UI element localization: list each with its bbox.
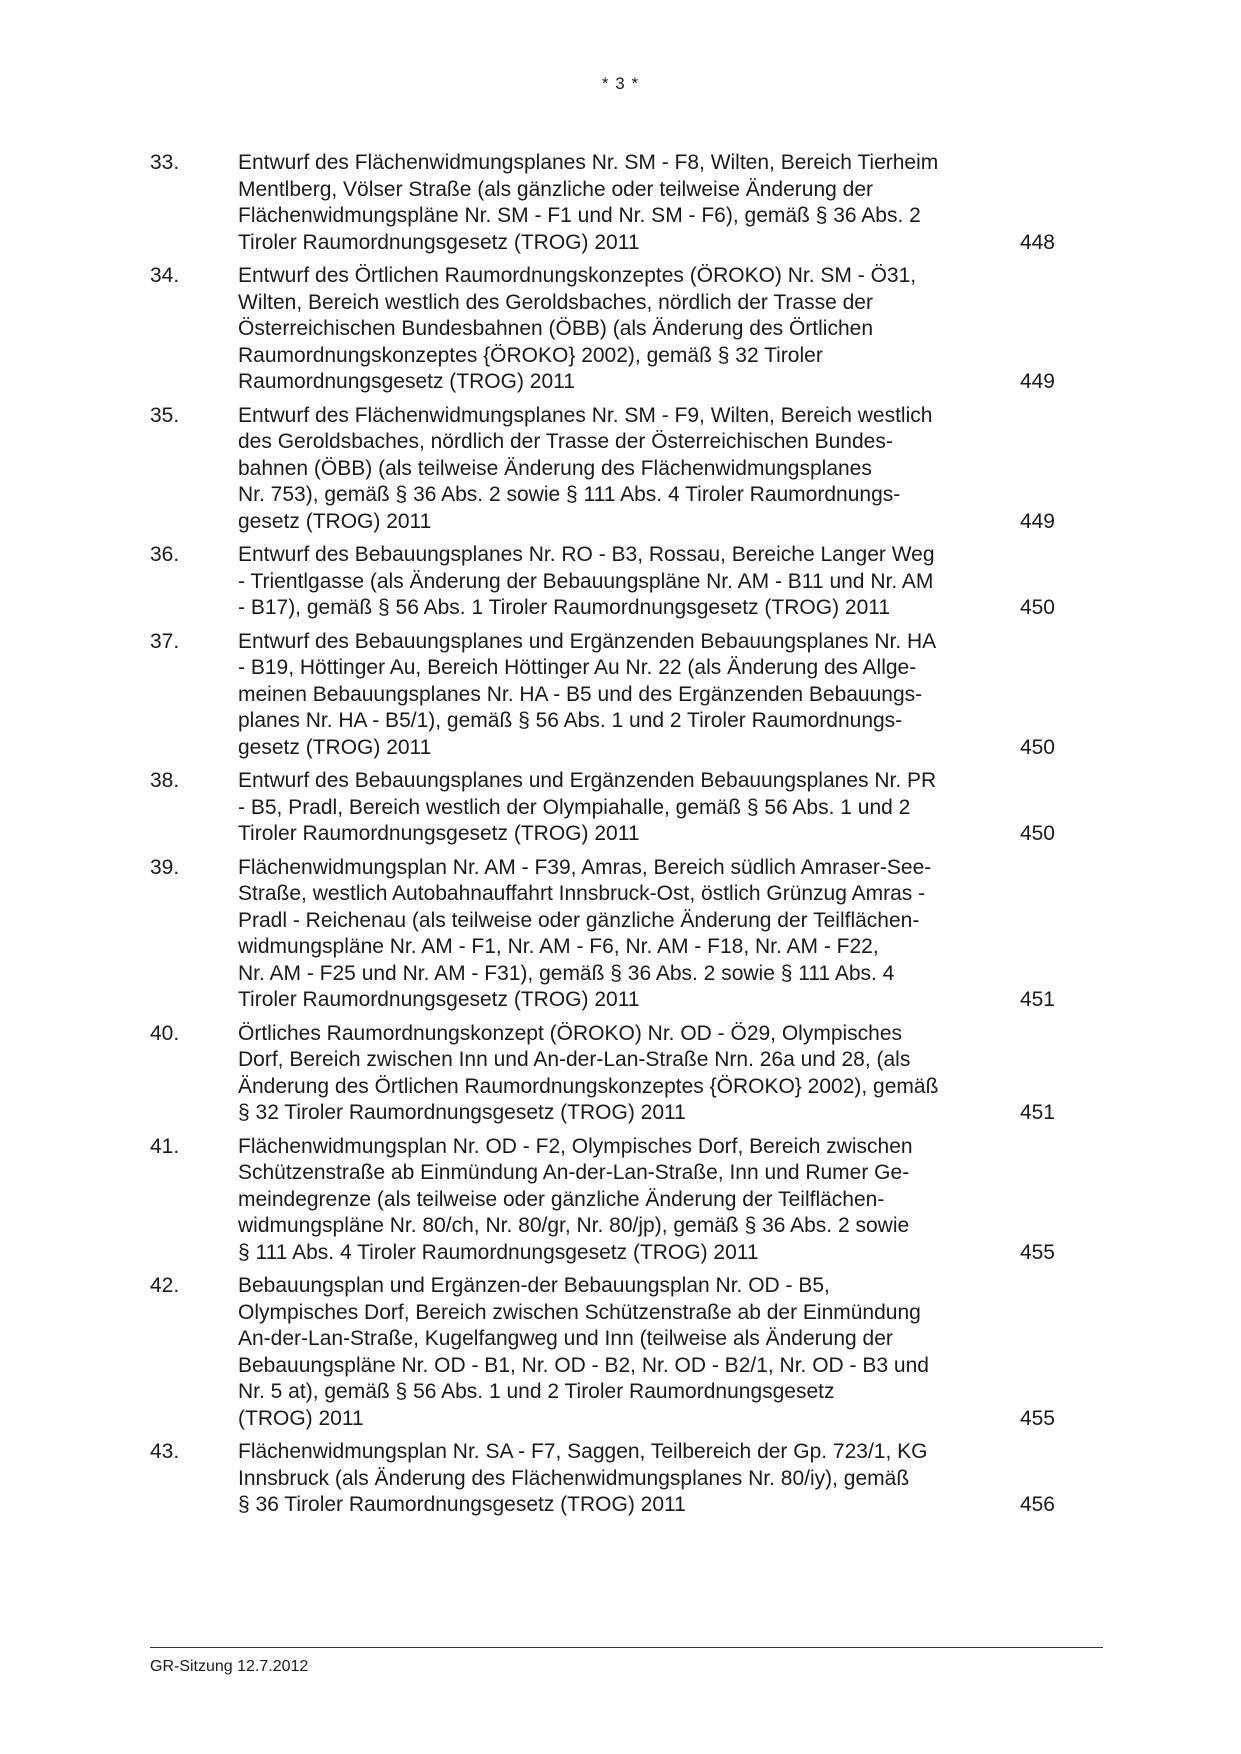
- entry-text: Entwurf des Bebauungsplanes und Ergänzenden Bebauungsplanes Nr. HA - B19, Höttinger Au, Bereich Höttinger Au Nr. 22 (als Änderung des Allge- meinen Bebauungsplanes Nr. HA - B5 und des Ergänzenden Bebauungs- planes Nr. HA - B5/1), gemäß § 56 Abs. 1 und 2 Tiroler Raumordnungs- gesetz (TROG) 2011: [238, 629, 937, 759]
- entry-text: Flächenwidmungsplan Nr. AM - F39, Amras, Bereich südlich Amraser-See- Straße, westlich Autobahnauffahrt Innsbruck-Ost, östlich Grünzug Amras - Pradl - Reichenau (als teilweise oder gänzliche Änderung der Teilflächen- widmungspläne Nr. AM - F1, Nr. AM - F6, Nr. AM - F18, Nr. AM - F22, Nr. AM - F25 und Nr. AM - F31), gemäß § 36 Abs. 2 sowie § 111 Abs. 4 Tiroler Raumordnungsgesetz (TROG) 2011: [238, 855, 932, 1011]
- entry-number: 42.: [150, 1274, 180, 1297]
- entry-page: 451: [1019, 1101, 1055, 1124]
- toc-entry-35: [150, 403, 1100, 536]
- entry-page: 448: [1019, 230, 1055, 254]
- entry-page: 451: [1019, 988, 1055, 1011]
- entry-text: Örtliches Raumordnungskonzept (ÖROKO) Nr. OD - Ö29, Olympisches Dorf, Bereich zwischen Inn und An-der-Lan-Straße Nrn. 26a und 28, (als Änderung des Örtlichen Raumordnungskonzeptes {ÖROKO} 2002), gemäß § 32 Tiroler Raumordnungsgesetz (TROG) 2011: [238, 1021, 939, 1124]
- entry-text: Entwurf des Flächenwidmungsplanes Nr. SM - F9, Wilten, Bereich westlich des Geroldsbaches, nördlich der Trasse der Österreichischen Bundes- bahnen (ÖBB) (als teilweise Änderung des Flächenwidmungsplanes Nr. 753), gemäß § 36 Abs. 2 sowie § 111 Abs. 4 Tiroler Raumordnungs- gesetz (TROG) 2011: [238, 403, 933, 533]
- entry-number: 38.: [150, 769, 180, 792]
- entry-page: 449: [1019, 370, 1055, 393]
- entry-text: Flächenwidmungsplan Nr. OD - F2, Olympisches Dorf, Bereich zwischen Schützenstraße ab Einmündung An-der-Lan-Straße, Inn und Rumer Ge- meindegrenze (als teilweise oder gänzliche Änderung der Teilflächen- widmungspläne Nr. 80/ch, Nr. 80/gr, Nr. 80/jp), gemäß § 36 Abs. 2 sowie § 111 Abs. 4 Tiroler Raumordnungsgesetz (TROG) 2011: [238, 1134, 913, 1264]
- entry-page: 450: [1019, 822, 1055, 845]
- entry-page: 450: [1019, 735, 1055, 759]
- entry-page: 455: [1019, 1240, 1055, 1264]
- entry-number: 37.: [150, 629, 180, 653]
- entry-page: 449: [1019, 509, 1055, 533]
- toc-entry-39: [150, 855, 1100, 1014]
- entry-number: 35.: [150, 403, 180, 427]
- footer-divider: [150, 1647, 1103, 1648]
- toc-entry-36: [150, 542, 1100, 622]
- entry-page: 455: [1019, 1406, 1055, 1430]
- entry-number: 34.: [150, 264, 180, 287]
- entry-text: Entwurf des Bebauungsplanes Nr. RO - B3, Rossau, Bereiche Langer Weg - Trientlgasse (als Änderung der Bebauungspläne Nr. AM - B11 und Nr. AM - B17), gemäß § 56 Abs. 1 Tiroler Raumordnungsgesetz (TROG) 2011: [238, 543, 935, 619]
- page-number: * 3 *: [601, 74, 640, 93]
- entry-text: Flächenwidmungsplan Nr. SA - F7, Saggen, Teilbereich der Gp. 723/1, KG Innsbruck (als Änderung des Flächenwidmungsplanes Nr. 80/iy), gemäß § 36 Tiroler Raumordnungsgesetz (TROG) 2011: [238, 1440, 928, 1516]
- toc-entry-38: [150, 768, 1100, 848]
- entry-text: Bebauungsplan und Ergänzen-der Bebauungsplan Nr. OD - B5, Olympisches Dorf, Bereich zwischen Schützenstraße ab der Einmündung An-der-Lan-Straße, Kugelfangweg und Inn (teilweise als Änderung der Bebauungspläne Nr. OD - B1, Nr. OD - B2, Nr. OD - B2/1, Nr. OD - B3 und Nr. 5 at), gemäß § 56 Abs. 1 und 2 Tiroler Raumordnungsgesetz (TROG) 2011: [238, 1274, 929, 1430]
- toc-entry-34: [150, 263, 1100, 396]
- table-of-contents: [150, 150, 1100, 1526]
- toc-entry-40: [150, 1021, 1100, 1127]
- entry-page: 450: [1019, 596, 1055, 619]
- entry-number: 39.: [150, 855, 180, 879]
- entry-number: 43.: [150, 1440, 180, 1463]
- entry-text: Entwurf des Bebauungsplanes und Ergänzenden Bebauungsplanes Nr. PR - B5, Pradl, Bereich westlich der Olympiahalle, gemäß § 56 Abs. 1 und 2 Tiroler Raumordnungsgesetz (TROG) 2011: [238, 769, 937, 845]
- toc-entry-43: [150, 1439, 1100, 1519]
- entry-number: 40.: [150, 1021, 180, 1045]
- entry-number: 33.: [150, 151, 180, 174]
- toc-entry-37: [150, 629, 1100, 762]
- entry-number: 36.: [150, 543, 180, 566]
- entry-text: Entwurf des Örtlichen Raumordnungskonzeptes (ÖROKO) Nr. SM - Ö31, Wilten, Bereich westlich des Geroldsbaches, nördlich der Trasse der Österreichischen Bundesbahnen (ÖBB) (als Änderung des Örtlichen Raumordnungskonzeptes {ÖROKO} 2002), gemäß § 32 Tiroler Raumordnungsgesetz (TROG) 2011: [238, 264, 917, 393]
- entry-number: 41.: [150, 1134, 180, 1158]
- toc-entry-33: [150, 150, 1100, 256]
- footer-text: GR-Sitzung 12.7.2012: [150, 1658, 309, 1675]
- entry-page: 456: [1019, 1493, 1055, 1516]
- toc-entry-41: [150, 1134, 1100, 1267]
- toc-entry-42: [150, 1273, 1100, 1432]
- entry-text: Entwurf des Flächenwidmungsplanes Nr. SM - F8, Wilten, Bereich Tierheim Mentlberg, Völser Straße (als gänzliche oder teilweise Änderung der Flächenwidmungspläne Nr. SM - F1 und Nr. SM - F6), gemäß § 36 Abs. 2 Tiroler Raumordnungsgesetz (TROG) 2011: [238, 151, 939, 254]
